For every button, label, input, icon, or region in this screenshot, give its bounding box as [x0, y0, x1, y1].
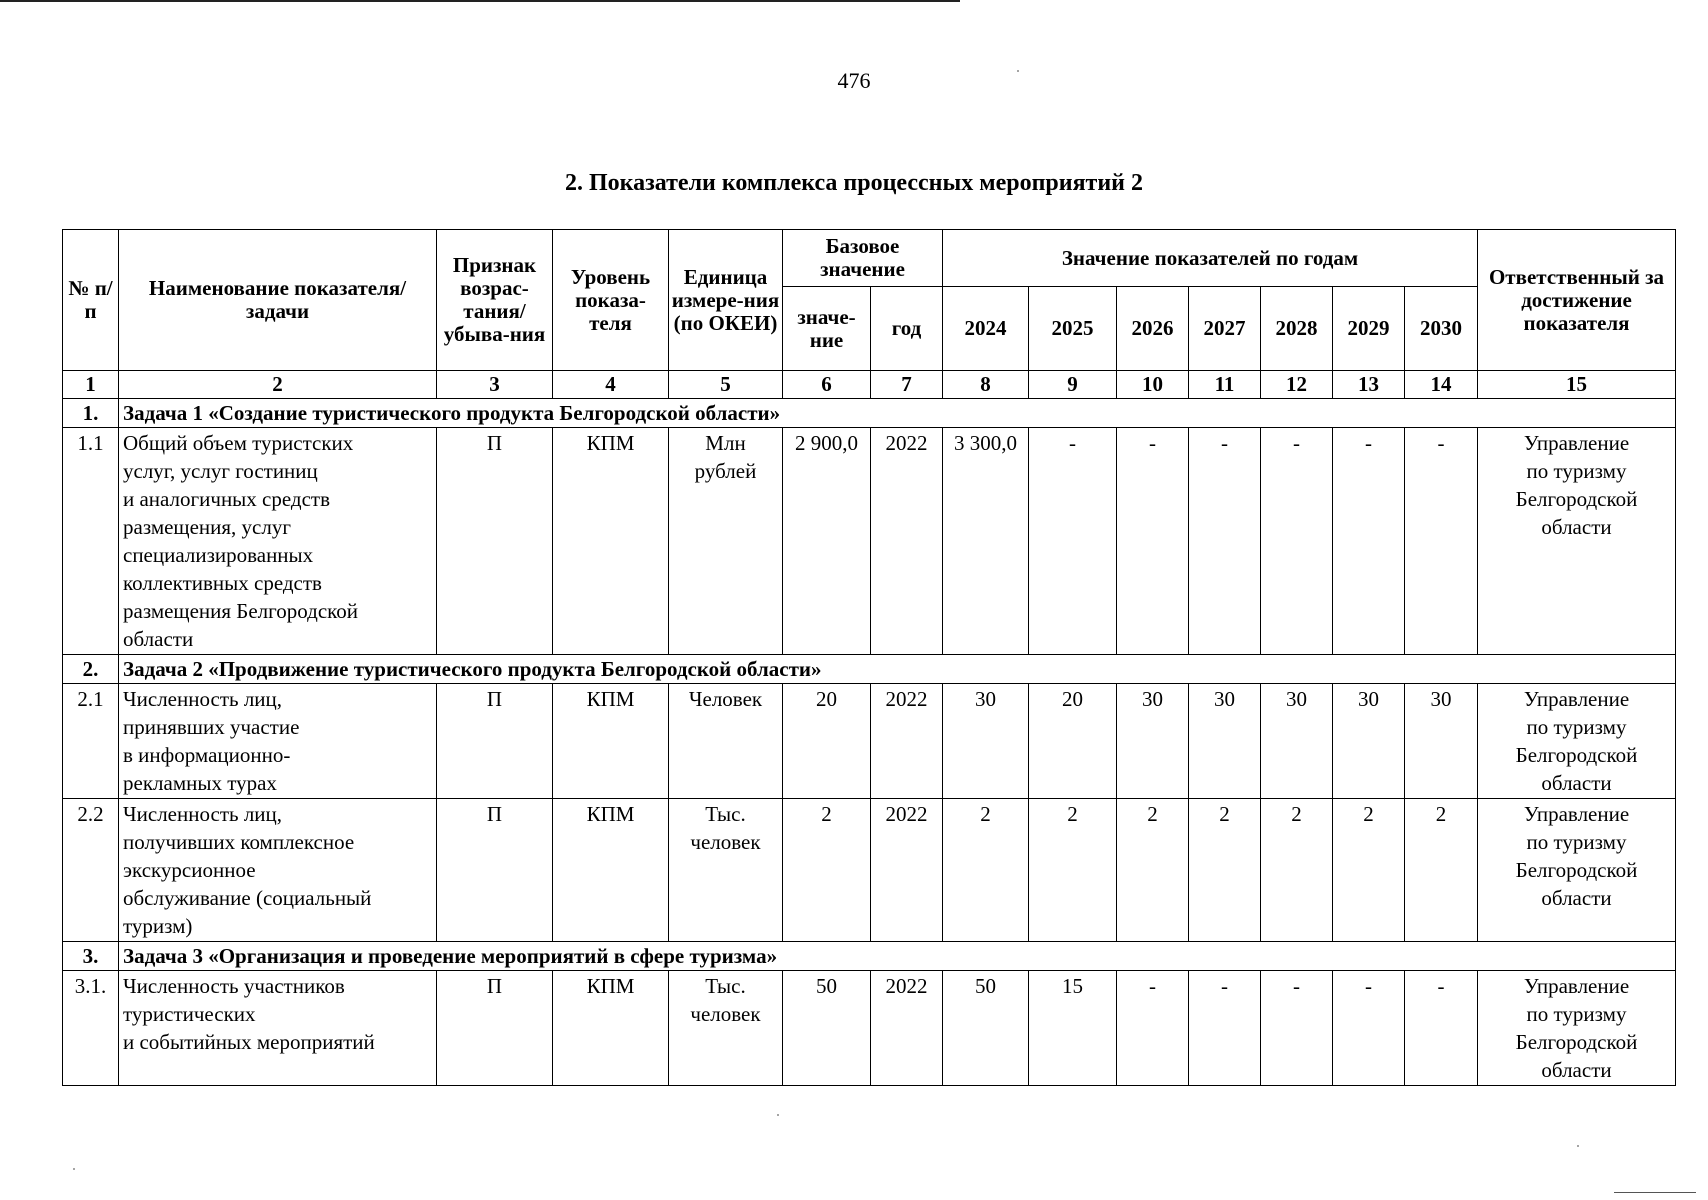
indicator-row [63, 428, 1676, 655]
year-value: - [1405, 428, 1478, 655]
indicator-name: Численность участников туристических и событийных мероприятий [119, 971, 437, 1086]
responsible: Управление по туризму Белгородской области [1478, 428, 1676, 655]
base-value: 50 [783, 971, 871, 1086]
year-value: - [1261, 971, 1333, 1086]
column-number: 4 [553, 371, 669, 399]
year-value: - [1117, 971, 1189, 1086]
task-row [63, 399, 1676, 428]
indicator-unit: Тыс. человек [669, 799, 783, 942]
responsible: Управление по туризму Белгородской области [1478, 684, 1676, 799]
year-value: - [1189, 971, 1261, 1086]
header-level: Уровень показа-теля [553, 230, 669, 371]
column-number: 1 [63, 371, 119, 399]
year-value: 2 [1189, 799, 1261, 942]
bottom-corner-line [1614, 1192, 1696, 1193]
column-number: 12 [1261, 371, 1333, 399]
indicator-level: КПМ [553, 428, 669, 655]
task-row [63, 655, 1676, 684]
scan-speck [1017, 70, 1019, 72]
header-number: № п/п [63, 230, 119, 371]
year-value: - [1405, 971, 1478, 1086]
scan-speck [73, 1168, 75, 1170]
indicator-sign: П [437, 684, 553, 799]
indicator-number: 3.1. [63, 971, 119, 1086]
year-value: - [1261, 428, 1333, 655]
column-numbers-row [63, 371, 1676, 399]
year-value: - [1029, 428, 1117, 655]
responsible: Управление по туризму Белгородской области [1478, 971, 1676, 1086]
header-sign: Признак возрас-тания/ убыва-ния [437, 230, 553, 371]
base-year: 2022 [871, 799, 943, 942]
header-base-value: значе-ние [783, 287, 871, 371]
column-number: 7 [871, 371, 943, 399]
base-year: 2022 [871, 971, 943, 1086]
document-title: 2. Показатели комплекса процессных мероприятий 2 [564, 170, 1143, 196]
header-base-year: год [871, 287, 943, 371]
year-value: - [1333, 428, 1405, 655]
header-year: 2028 [1261, 287, 1333, 371]
year-value: 30 [1117, 684, 1189, 799]
indicator-sign: П [437, 971, 553, 1086]
header-year: 2025 [1029, 287, 1117, 371]
task-number: 1. [63, 399, 119, 428]
column-number: 15 [1478, 371, 1676, 399]
header-year: 2029 [1333, 287, 1405, 371]
year-value: - [1117, 428, 1189, 655]
column-number: 11 [1189, 371, 1261, 399]
indicator-name: Численность лиц, получивших комплексное экскурсионное обслуживание (социальный туризм) [119, 799, 437, 942]
task-title: Задача 2 «Продвижение туристического продукта Белгородской области» [119, 655, 1676, 684]
header-year: 2027 [1189, 287, 1261, 371]
top-border-line [0, 0, 960, 2]
indicators-table [62, 229, 1676, 1086]
year-value: - [1333, 971, 1405, 1086]
year-value: 2 [943, 799, 1029, 942]
header-year: 2024 [943, 287, 1029, 371]
year-value: 30 [943, 684, 1029, 799]
task-number: 3. [63, 942, 119, 971]
header-years-group: Значение показателей по годам [943, 230, 1478, 287]
base-value: 2 [783, 799, 871, 942]
column-number: 14 [1405, 371, 1478, 399]
indicator-name: Численность лиц, принявших участие в информационно- рекламных турах [119, 684, 437, 799]
year-value: - [1189, 428, 1261, 655]
column-number: 9 [1029, 371, 1117, 399]
indicator-number: 2.1 [63, 684, 119, 799]
indicator-level: КПМ [553, 799, 669, 942]
task-title: Задача 1 «Создание туристического продукта Белгородской области» [119, 399, 1676, 428]
indicator-level: КПМ [553, 684, 669, 799]
indicator-row [63, 799, 1676, 942]
indicator-unit: Человек [669, 684, 783, 799]
column-number: 3 [437, 371, 553, 399]
header-name: Наименование показателя/задачи [119, 230, 437, 371]
task-number: 2. [63, 655, 119, 684]
year-value: 20 [1029, 684, 1117, 799]
indicator-level: КПМ [553, 971, 669, 1086]
scan-speck [777, 1114, 779, 1116]
year-value: 2 [1261, 799, 1333, 942]
year-value: 30 [1261, 684, 1333, 799]
indicator-row [63, 684, 1676, 799]
indicator-number: 1.1 [63, 428, 119, 655]
task-title: Задача 3 «Организация и проведение мероприятий в сфере туризма» [119, 942, 1676, 971]
indicator-number: 2.2 [63, 799, 119, 942]
year-value: 2 [1333, 799, 1405, 942]
header-year: 2026 [1117, 287, 1189, 371]
year-value: 3 300,0 [943, 428, 1029, 655]
indicator-name: Общий объем туристских услуг, услуг гостиниц и аналогичных средств размещения, услуг специализированных коллективных средств размещения Белгородской области [119, 428, 437, 655]
year-value: 30 [1333, 684, 1405, 799]
task-row [63, 942, 1676, 971]
year-value: 50 [943, 971, 1029, 1086]
year-value: 30 [1189, 684, 1261, 799]
year-value: 15 [1029, 971, 1117, 1086]
column-number: 13 [1333, 371, 1405, 399]
indicator-sign: П [437, 428, 553, 655]
year-value: 2 [1405, 799, 1478, 942]
header-unit: Единица измере-ния (по ОКЕИ) [669, 230, 783, 371]
column-number: 6 [783, 371, 871, 399]
header-year: 2030 [1405, 287, 1478, 371]
indicator-unit: Тыс. человек [669, 971, 783, 1086]
year-value: 30 [1405, 684, 1478, 799]
scan-speck [1577, 1145, 1579, 1147]
responsible: Управление по туризму Белгородской области [1478, 799, 1676, 942]
column-number: 8 [943, 371, 1029, 399]
base-value: 2 900,0 [783, 428, 871, 655]
base-year: 2022 [871, 428, 943, 655]
page-number: 476 [837, 68, 871, 93]
header-base: Базовое значение [783, 230, 943, 287]
base-year: 2022 [871, 684, 943, 799]
indicator-sign: П [437, 799, 553, 942]
column-number: 10 [1117, 371, 1189, 399]
column-number: 5 [669, 371, 783, 399]
year-value: 2 [1029, 799, 1117, 942]
base-value: 20 [783, 684, 871, 799]
column-number: 2 [119, 371, 437, 399]
indicator-unit: Млн рублей [669, 428, 783, 655]
header-responsible: Ответственный за достижение показателя [1478, 230, 1676, 371]
indicator-row [63, 971, 1676, 1086]
year-value: 2 [1117, 799, 1189, 942]
